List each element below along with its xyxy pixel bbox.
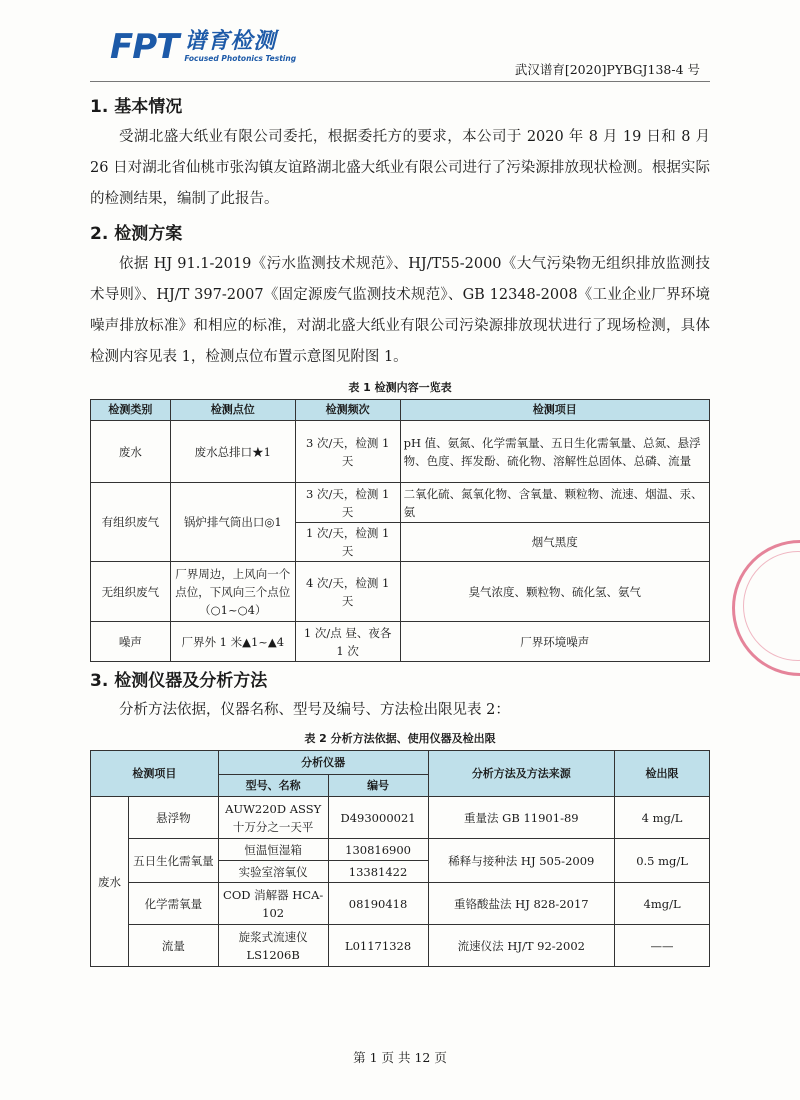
table-2-caption: 表 2 分析方法依据、使用仪器及检出限	[304, 732, 496, 745]
table-cell: 130816900	[328, 839, 428, 861]
table-cell: 流速仪法 HJ/T 92-2002	[428, 925, 615, 967]
table-2-analysis-methods	[90, 750, 710, 967]
section-1-paragraph: 受湖北盛大纸业有限公司委托，根据委托方的要求，本公司于 2020 年 8 月 19 日和 8 月 26 日对湖北省仙桃市张沟镇友谊路湖北盛大纸业有限公司进行了污染源排放现状检测。根据实际的检测结果，编制了此报告。	[90, 129, 710, 207]
table-row	[91, 622, 710, 662]
company-logo	[110, 27, 297, 67]
table-1-header-frequency: 检测频次	[295, 400, 400, 421]
table-2-header-number: 编号	[328, 775, 428, 797]
table-cell: 臭气浓度、颗粒物、硫化氢、氨气	[400, 562, 709, 622]
table-cell: 无组织废气	[91, 562, 171, 622]
table-cell: 4 mg/L	[615, 797, 710, 839]
table-cell: 烟气黑度	[400, 523, 709, 562]
table-2-header-item: 检测项目	[91, 751, 219, 797]
table-cell: 恒温恒湿箱	[218, 839, 328, 861]
table-cell: 流量	[128, 925, 218, 967]
section-2-paragraph: 依据 HJ 91.1-2019《污水监测技术规范》、HJ/T55-2000《大气污染物无组织排放监测技术导则》、HJ/T 397-2007《固定源废气监测技术规范》、GB 12348-2008《工业企业厂界环境噪声排放标准》和相应的标准，对湖北盛大纸业有限公司污染源排放现状进行了现场检测，具体检测内容见表 1，检测点位布置示意图见附图 1。	[90, 256, 710, 365]
table-cell: 废水	[91, 421, 171, 483]
table-cell: 实验室溶氧仪	[218, 861, 328, 883]
table-cell: 稀释与接种法 HJ 505-2009	[428, 839, 615, 883]
table-cell: 锅炉排气筒出口◎1	[170, 483, 295, 562]
table-row	[91, 483, 710, 523]
section-2-title: 2. 检测方案	[90, 224, 183, 244]
table-cell: 旋浆式流速仪 LS1206B	[218, 925, 328, 967]
table-cell: L01171328	[328, 925, 428, 967]
table-cell: 0.5 mg/L	[615, 839, 710, 883]
section-1-title: 1. 基本情况	[90, 97, 183, 117]
table-cell: 1 次/天，检测 1 天	[295, 523, 400, 562]
logo-english-name: Focused Photonics Testing	[184, 54, 297, 63]
table-cell: 重量法 GB 11901-89	[428, 797, 615, 839]
table-cell: 厂界环境噪声	[400, 622, 709, 662]
logo-mark: FPT	[110, 27, 179, 67]
table-cell: 1 次/点 昼、夜各 1 次	[295, 622, 400, 662]
table-2-header-method: 分析方法及方法来源	[428, 751, 615, 797]
table-1-header-items: 检测项目	[400, 400, 709, 421]
table-cell: 3 次/天，检测 1 天	[295, 483, 400, 523]
table-cell: 化学需氧量	[128, 883, 218, 925]
table-cell: 厂界周边，上风向一个点位，下风向三个点位（○1~○4）	[170, 562, 295, 622]
table-2-header-instrument: 分析仪器	[218, 751, 428, 775]
table-row	[91, 839, 710, 861]
section-3-title: 3. 检测仪器及分析方法	[90, 671, 268, 691]
table-2-category-cell: 废水	[91, 797, 129, 967]
table-1-header-category: 检测类别	[91, 400, 171, 421]
table-row	[91, 797, 710, 839]
table-cell: D493000021	[328, 797, 428, 839]
table-cell: 3 次/天，检测 1 天	[295, 421, 400, 483]
table-cell: ——	[615, 925, 710, 967]
table-cell: 废水总排口★1	[170, 421, 295, 483]
page-header	[0, 0, 800, 90]
table-cell: 08190418	[328, 883, 428, 925]
header-divider	[90, 81, 710, 82]
table-cell: 13381422	[328, 861, 428, 883]
section-3-paragraph: 分析方法依据，仪器名称、型号及编号、方法检出限见表 2：	[119, 702, 510, 718]
seal-inner-ring	[743, 551, 800, 661]
table-cell: pH 值、氨氮、化学需氧量、五日生化需氧量、总氮、悬浮物、色度、挥发酚、硫化物、溶解性总固体、总磷、流量	[400, 421, 709, 483]
table-cell: 五日生化需氧量	[128, 839, 218, 883]
official-seal-stamp	[732, 540, 800, 676]
table-cell: 有组织废气	[91, 483, 171, 562]
table-row	[91, 925, 710, 967]
report-number: 武汉谱育[2020]PYBGJ138-4 号	[514, 62, 700, 77]
table-1-header-point: 检测点位	[170, 400, 295, 421]
page-footer: 第 1 页 共 12 页	[353, 1050, 447, 1065]
table-cell: 重铬酸盐法 HJ 828-2017	[428, 883, 615, 925]
logo-chinese-name: 谱育检测	[184, 29, 277, 54]
table-cell: 悬浮物	[128, 797, 218, 839]
table-row	[91, 421, 710, 483]
table-cell: COD 消解器 HCA-102	[218, 883, 328, 925]
table-cell: 二氧化硫、氮氧化物、含氧量、颗粒物、流速、烟温、汞、氨	[400, 483, 709, 523]
table-cell: 厂界外 1 米▲1~▲4	[170, 622, 295, 662]
table-cell: 噪声	[91, 622, 171, 662]
page-content	[90, 92, 710, 967]
table-2-header-limit: 检出限	[615, 751, 710, 797]
table-cell: AUW220D ASSY 十万分之一天平	[218, 797, 328, 839]
table-cell: 4 次/天，检测 1 天	[295, 562, 400, 622]
table-row	[91, 562, 710, 622]
table-cell: 4mg/L	[615, 883, 710, 925]
table-row	[91, 883, 710, 925]
table-1-detection-content	[90, 399, 710, 662]
table-1-caption: 表 1 检测内容一览表	[348, 381, 452, 394]
table-2-header-model: 型号、名称	[218, 775, 328, 797]
